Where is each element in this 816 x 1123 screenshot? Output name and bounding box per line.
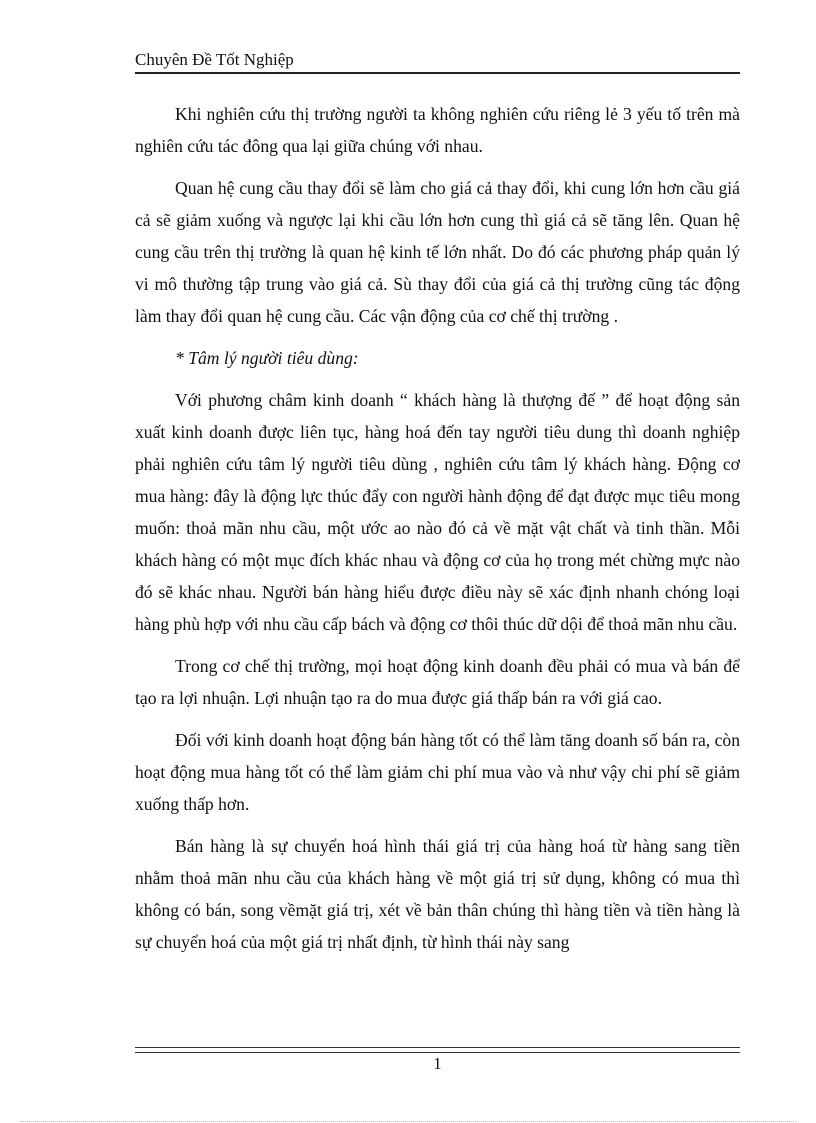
paragraph: Với phương châm kinh doanh “ khách hàng là thượng đế ” để hoạt động sản xuất kinh doanh được liên tục, hàng hoá đến tay người tiêu dung thì doanh nghiệp phải nghiên cứu tâm lý người tiêu dùng , nghiên cứu tâm lý khách hàng. Động cơ mua hàng: đây là động lực thúc đẩy con người hành động để đạt được mục tiêu mong muốn: thoả mãn nhu cầu, một ước ao nào đó cả về mặt vật chất và tinh thần. Mỗi khách hàng có một mục đích khác nhau và động cơ của họ trong mét chừng mực nào đó sẽ khác nhau. Người bán hàng hiểu được điều này sẽ xác định nhanh chóng loại hàng phù hợp với nhu cầu cấp bách và động cơ thôi thúc dữ dội để thoả mãn nhu cầu. (135, 390, 740, 634)
paragraph: Khi nghiên cứu thị trường người ta không nghiên cứu riêng lẻ 3 yếu tố trên mà nghiên cứu tác đông qua lại giữa chúng với nhau. (135, 104, 740, 156)
page-header (135, 50, 740, 74)
paragraph: Quan hệ cung cầu thay đổi sẽ làm cho giá cả thay đổi, khi cung lớn hơn cầu giá cả sẽ giảm xuống và ngược lại khi cầu lớn hơn cung thì giá cả sẽ tăng lên. Quan hệ cung cầu trên thị trường là quan hệ kinh tế lớn nhất. Do đó các phương pháp quản lý vi mô thường tập trung vào giá cả. Sù thay đổi của giá cả thị trường cũng tác động làm thay đổi quan hệ cung cầu. Các vận động của cơ chế thị trường . (135, 178, 740, 326)
footer-rule (135, 1047, 740, 1053)
page-edge-divider (20, 1121, 796, 1122)
paragraph: Đối với kinh doanh hoạt động bán hàng tốt có thể làm tăng doanh số bán ra, còn hoạt động mua hàng tốt có thể làm giảm chi phí mua vào và như vậy chi phí sẽ giảm xuống thấp hơn. (135, 730, 740, 814)
page-number: 1 (433, 1054, 442, 1073)
paragraph: Bán hàng là sự chuyển hoá hình thái giá trị của hàng hoá từ hàng sang tiền nhằm thoả mãn nhu cầu của khách hàng về một giá trị sử dụng, không có mua thì không có bán, song vềmặt giá trị, xét về bản thân chúng thì hàng tiền và tiền hàng là sự chuyển hoá của một giá trị nhất định, từ hình thái này sang (135, 836, 740, 952)
paragraph: Trong cơ chế thị trường, mọi hoạt động kinh doanh đều phải có mua và bán để tạo ra lợi nhuận. Lợi nhuận tạo ra do mua được giá thấp bán ra với giá cao. (135, 656, 740, 708)
section-heading: * Tâm lý người tiêu dùng: (175, 348, 359, 368)
header-title: Chuyên Đề Tốt Nghiệp (135, 50, 294, 69)
body-text (135, 98, 740, 968)
